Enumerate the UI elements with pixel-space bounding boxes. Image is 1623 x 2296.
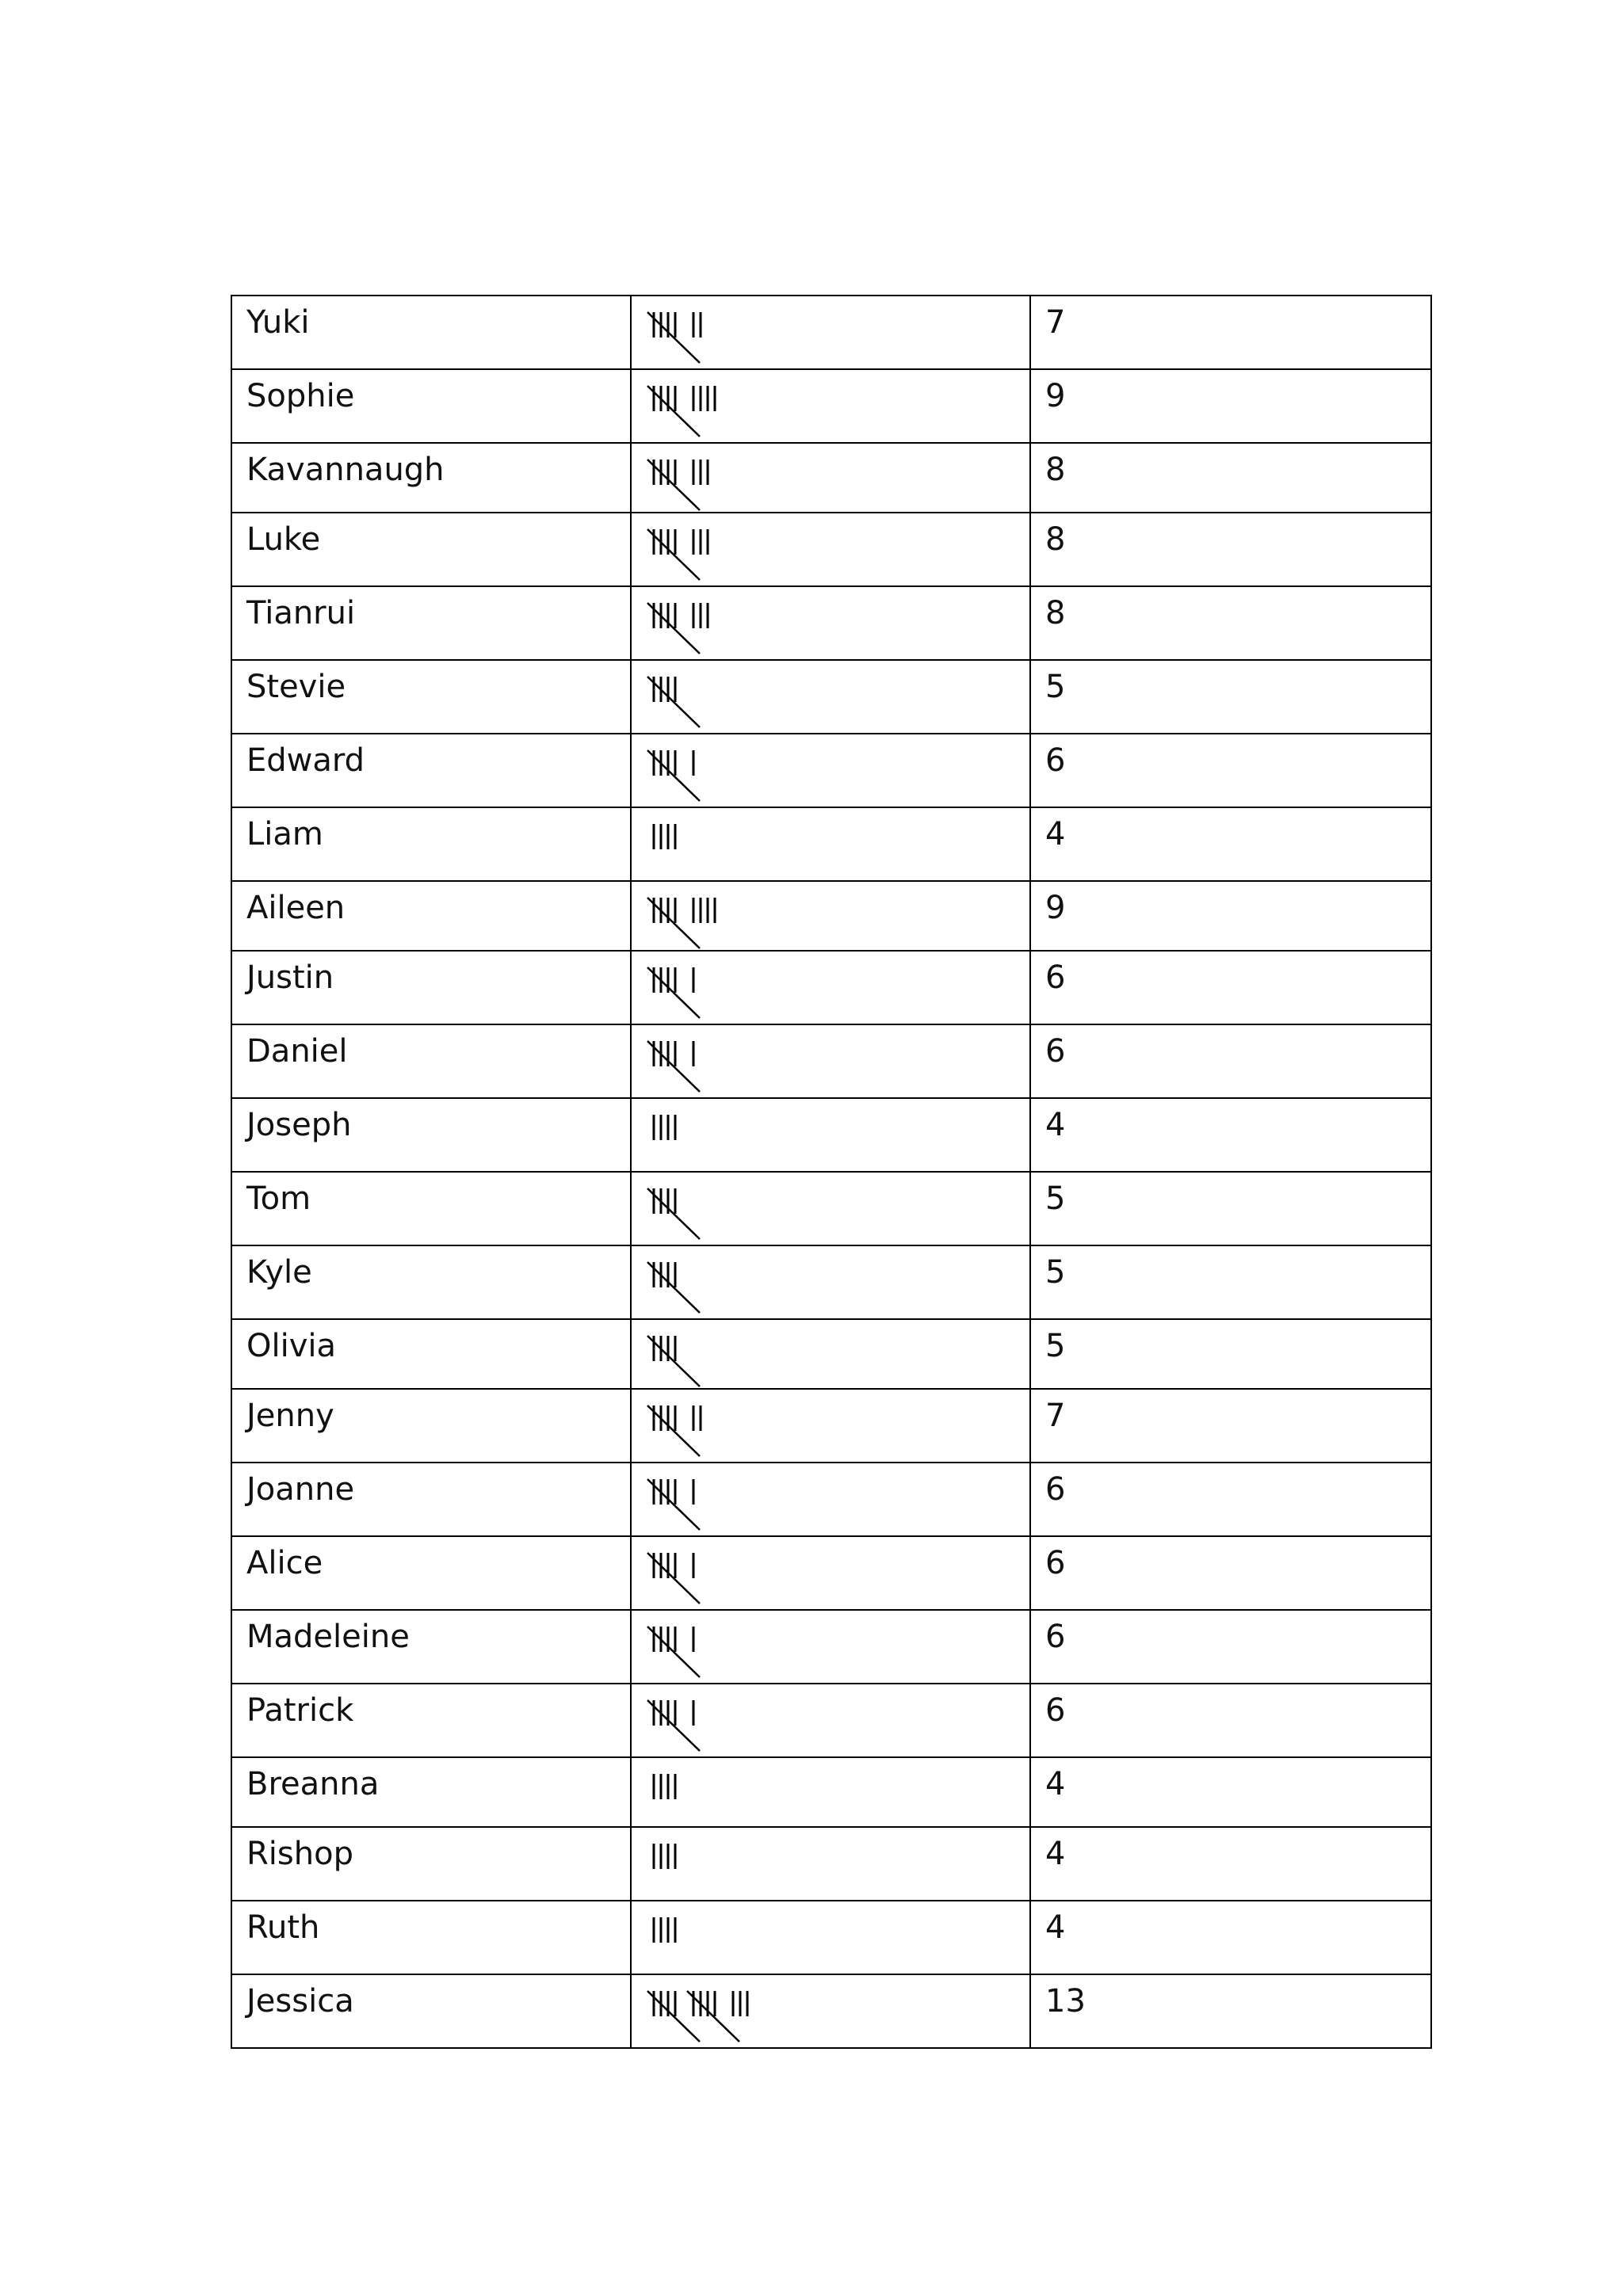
tally-marks — [646, 1398, 1015, 1455]
tally-marks-graphic — [643, 887, 849, 950]
student-name: Breanna — [246, 1766, 380, 1802]
tally-marks — [646, 890, 1015, 947]
student-name: Ruth — [246, 1909, 320, 1946]
tally-cell — [631, 1245, 1030, 1319]
tally-marks-graphic — [643, 301, 849, 364]
count-cell — [1030, 296, 1431, 369]
tally-cross-stroke — [647, 1188, 700, 1239]
table-row — [231, 1463, 1431, 1536]
count-value: 6 — [1045, 1545, 1066, 1581]
tally-cell — [631, 1389, 1030, 1463]
tally-cross-stroke — [647, 898, 700, 948]
tally-cell — [631, 369, 1030, 443]
table-row — [231, 1684, 1431, 1757]
tally-marks-graphic — [643, 956, 849, 1020]
count-value: 9 — [1045, 890, 1066, 926]
count-value: 4 — [1045, 816, 1066, 852]
name-cell — [231, 443, 631, 513]
tally-cell — [631, 1901, 1030, 1974]
name-cell — [231, 807, 631, 881]
name-cell — [231, 1024, 631, 1098]
table-row — [231, 1389, 1431, 1463]
name-cell — [231, 369, 631, 443]
tally-marks-graphic — [643, 1906, 849, 1970]
tally-marks — [646, 378, 1015, 435]
student-name: Daniel — [246, 1033, 348, 1070]
tally-marks-graphic — [643, 1251, 849, 1314]
table-row — [231, 807, 1431, 881]
tally-marks — [646, 1107, 1015, 1164]
tally-cross-stroke — [647, 1479, 700, 1530]
count-value: 6 — [1045, 742, 1066, 779]
tally-cell — [631, 807, 1030, 881]
count-cell — [1030, 1319, 1431, 1389]
count-cell — [1030, 734, 1431, 807]
tally-table — [231, 295, 1432, 2049]
tally-marks-graphic — [643, 1763, 849, 1826]
table-row — [231, 1974, 1431, 2048]
name-cell — [231, 1389, 631, 1463]
tally-cell — [631, 1172, 1030, 1245]
student-name: Tianrui — [246, 595, 356, 631]
count-value: 5 — [1045, 669, 1066, 705]
table-row — [231, 660, 1431, 734]
tally-cell — [631, 1024, 1030, 1098]
count-cell — [1030, 586, 1431, 660]
student-name: Joseph — [246, 1107, 352, 1143]
tally-cell — [631, 881, 1030, 951]
tally-table-body — [231, 296, 1431, 2048]
count-value: 6 — [1045, 1619, 1066, 1655]
student-name: Stevie — [246, 669, 346, 705]
count-cell — [1030, 881, 1431, 951]
student-name: Luke — [246, 521, 321, 558]
tally-marks — [646, 1471, 1015, 1528]
tally-marks-graphic — [643, 813, 849, 876]
tally-cell — [631, 1757, 1030, 1827]
table-row — [231, 1172, 1431, 1245]
name-cell — [231, 881, 631, 951]
tally-marks-graphic — [643, 448, 849, 512]
student-name: Joanne — [246, 1471, 355, 1508]
count-value: 9 — [1045, 378, 1066, 414]
count-cell — [1030, 1024, 1431, 1098]
count-cell — [1030, 1245, 1431, 1319]
count-value: 5 — [1045, 1254, 1066, 1291]
tally-marks — [646, 1909, 1015, 1966]
tally-marks-graphic — [643, 1104, 849, 1167]
name-cell — [231, 660, 631, 734]
tally-cross-stroke — [647, 967, 700, 1018]
tally-cross-stroke — [647, 603, 700, 654]
student-name: Sophie — [246, 378, 355, 414]
tally-marks — [646, 1983, 1015, 2040]
count-value: 4 — [1045, 1836, 1066, 1872]
student-name: Kyle — [246, 1254, 312, 1291]
count-value: 4 — [1045, 1766, 1066, 1802]
table-row — [231, 513, 1431, 586]
tally-marks-graphic — [643, 1177, 849, 1241]
tally-marks-graphic — [643, 666, 849, 729]
count-cell — [1030, 1463, 1431, 1536]
tally-cross-stroke — [687, 1991, 739, 2042]
count-value: 7 — [1045, 1398, 1066, 1434]
name-cell — [231, 1172, 631, 1245]
name-cell — [231, 734, 631, 807]
student-name: Kavannaugh — [246, 452, 445, 488]
name-cell — [231, 1684, 631, 1757]
tally-marks — [646, 452, 1015, 509]
tally-marks — [646, 1180, 1015, 1238]
table-row — [231, 1901, 1431, 1974]
name-cell — [231, 951, 631, 1024]
tally-marks — [646, 595, 1015, 652]
count-cell — [1030, 1974, 1431, 2048]
student-name: Jessica — [246, 1983, 354, 2019]
name-cell — [231, 1974, 631, 2048]
count-value: 7 — [1045, 304, 1066, 341]
tally-cross-stroke — [647, 1627, 700, 1677]
count-value: 6 — [1045, 1033, 1066, 1070]
table-row — [231, 1024, 1431, 1098]
count-cell — [1030, 513, 1431, 586]
tally-cross-stroke — [647, 312, 700, 363]
student-name: Aileen — [246, 890, 346, 926]
name-cell — [231, 1757, 631, 1827]
tally-cell — [631, 734, 1030, 807]
count-cell — [1030, 660, 1431, 734]
table-row — [231, 881, 1431, 951]
student-name: Alice — [246, 1545, 323, 1581]
tally-cell — [631, 1463, 1030, 1536]
tally-cell — [631, 1319, 1030, 1389]
table-row — [231, 1319, 1431, 1389]
count-cell — [1030, 1098, 1431, 1172]
tally-marks — [646, 1033, 1015, 1090]
tally-marks-graphic — [643, 592, 849, 655]
tally-cross-stroke — [647, 386, 700, 437]
table-row — [231, 369, 1431, 443]
tally-marks-graphic — [643, 1615, 849, 1679]
tally-marks — [646, 959, 1015, 1016]
student-name: Jenny — [246, 1398, 334, 1434]
count-cell — [1030, 1389, 1431, 1463]
tally-marks — [646, 742, 1015, 799]
tally-cell — [631, 1974, 1030, 2048]
tally-cell — [631, 1098, 1030, 1172]
name-cell — [231, 1463, 631, 1536]
table-row — [231, 443, 1431, 513]
count-cell — [1030, 1172, 1431, 1245]
tally-marks — [646, 816, 1015, 873]
name-cell — [231, 1245, 631, 1319]
tally-marks-graphic — [643, 1980, 849, 2043]
student-name: Olivia — [246, 1328, 337, 1364]
tally-marks — [646, 1328, 1015, 1385]
table-row — [231, 586, 1431, 660]
student-name: Liam — [246, 816, 323, 852]
count-value: 4 — [1045, 1107, 1066, 1143]
tally-marks-graphic — [643, 375, 849, 438]
tally-cell — [631, 443, 1030, 513]
tally-marks — [646, 1254, 1015, 1311]
count-cell — [1030, 1684, 1431, 1757]
student-name: Justin — [246, 959, 334, 996]
tally-cross-stroke — [647, 1991, 700, 2042]
name-cell — [231, 1536, 631, 1610]
tally-marks — [646, 1692, 1015, 1749]
count-cell — [1030, 807, 1431, 881]
name-cell — [231, 1319, 631, 1389]
tally-marks — [646, 1766, 1015, 1823]
tally-marks — [646, 1836, 1015, 1893]
count-cell — [1030, 1827, 1431, 1901]
student-name: Rishop — [246, 1836, 353, 1872]
count-value: 13 — [1045, 1983, 1086, 2019]
table-row — [231, 296, 1431, 369]
tally-cell — [631, 1827, 1030, 1901]
count-cell — [1030, 1610, 1431, 1684]
tally-marks-graphic — [643, 739, 849, 803]
tally-cell — [631, 296, 1030, 369]
name-cell — [231, 1901, 631, 1974]
tally-marks-graphic — [643, 1030, 849, 1093]
count-cell — [1030, 369, 1431, 443]
tally-cell — [631, 586, 1030, 660]
table-row — [231, 1536, 1431, 1610]
name-cell — [231, 513, 631, 586]
tally-cross-stroke — [647, 1041, 700, 1092]
count-value: 6 — [1045, 959, 1066, 996]
tally-cross-stroke — [647, 677, 700, 727]
name-cell — [231, 296, 631, 369]
count-cell — [1030, 1536, 1431, 1610]
tally-cross-stroke — [647, 460, 700, 510]
tally-marks — [646, 669, 1015, 726]
tally-cell — [631, 660, 1030, 734]
count-value: 8 — [1045, 452, 1066, 488]
table-row — [231, 1098, 1431, 1172]
tally-cell — [631, 951, 1030, 1024]
tally-cross-stroke — [647, 1262, 700, 1313]
student-name: Madeleine — [246, 1619, 410, 1655]
name-cell — [231, 586, 631, 660]
tally-marks-graphic — [643, 1689, 849, 1753]
tally-marks — [646, 1545, 1015, 1602]
count-value: 6 — [1045, 1692, 1066, 1729]
count-cell — [1030, 1901, 1431, 1974]
tally-marks — [646, 304, 1015, 361]
table-row — [231, 1610, 1431, 1684]
tally-cell — [631, 513, 1030, 586]
table-row — [231, 1757, 1431, 1827]
count-cell — [1030, 1757, 1431, 1827]
student-name: Yuki — [246, 304, 310, 341]
tally-cross-stroke — [647, 1336, 700, 1386]
tally-marks-graphic — [643, 1325, 849, 1388]
name-cell — [231, 1827, 631, 1901]
tally-marks-graphic — [643, 1542, 849, 1605]
count-value: 4 — [1045, 1909, 1066, 1946]
table-row — [231, 734, 1431, 807]
tally-marks-graphic — [643, 518, 849, 582]
table-row — [231, 951, 1431, 1024]
tally-cell — [631, 1684, 1030, 1757]
student-name: Patrick — [246, 1692, 354, 1729]
tally-cross-stroke — [647, 529, 700, 580]
tally-marks-graphic — [643, 1468, 849, 1531]
student-name: Tom — [246, 1180, 311, 1217]
tally-marks — [646, 521, 1015, 578]
count-cell — [1030, 951, 1431, 1024]
table-row — [231, 1245, 1431, 1319]
count-value: 5 — [1045, 1328, 1066, 1364]
tally-cell — [631, 1610, 1030, 1684]
tally-cell — [631, 1536, 1030, 1610]
tally-marks — [646, 1619, 1015, 1676]
tally-cross-stroke — [647, 1553, 700, 1604]
name-cell — [231, 1098, 631, 1172]
table-row — [231, 1827, 1431, 1901]
count-value: 8 — [1045, 595, 1066, 631]
count-value: 6 — [1045, 1471, 1066, 1508]
count-cell — [1030, 443, 1431, 513]
tally-cross-stroke — [647, 1405, 700, 1456]
tally-cross-stroke — [647, 1700, 700, 1751]
count-value: 5 — [1045, 1180, 1066, 1217]
name-cell — [231, 1610, 631, 1684]
student-name: Edward — [246, 742, 365, 779]
tally-marks-graphic — [643, 1833, 849, 1896]
tally-marks-graphic — [643, 1394, 849, 1458]
count-value: 8 — [1045, 521, 1066, 558]
tally-cross-stroke — [647, 750, 700, 801]
